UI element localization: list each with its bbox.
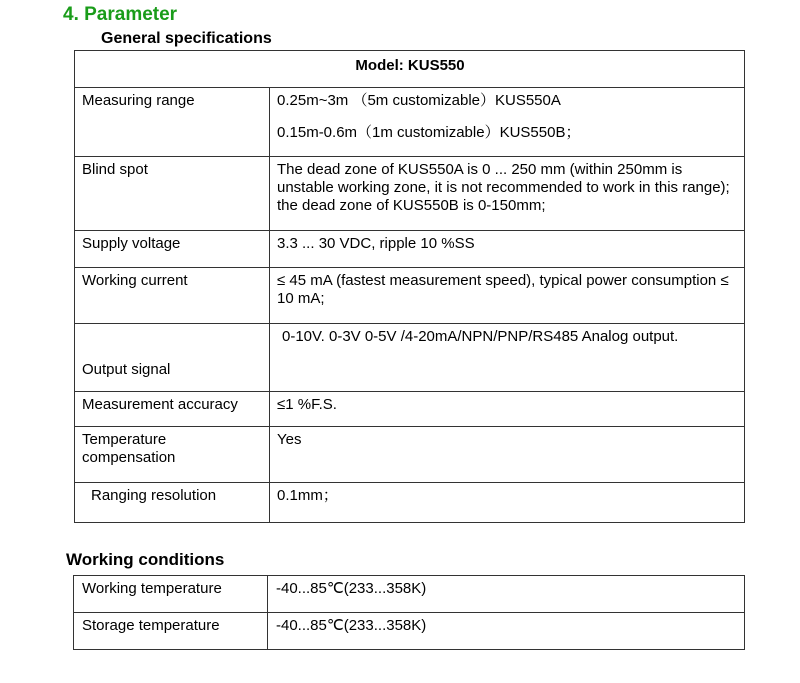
row-label: Storage temperature [74,613,268,650]
row-value: 3.3 ... 30 VDC, ripple 10 %SS [270,231,745,268]
row-value: -40...85℃(233...358K) [268,576,745,613]
table-row [75,88,745,157]
working-conditions-heading: Working conditions [66,550,225,569]
row-value: The dead zone of KUS550A is 0 ... 250 mm (within 250mm is unstable working zone, it is not recommended to work in this range); the dead zone of KUS550B is 0-150mm; [270,157,745,231]
table-header-row [75,51,745,88]
model-name: Model: KUS550 [75,51,745,88]
table-row [75,268,745,324]
working-conditions-table [73,575,745,650]
row-value: Yes [270,427,745,483]
general-specs-table [74,50,745,523]
measuring-range-a: 0.25m~3m （5m customizable）KUS550A [277,92,561,109]
row-label: Blind spot [75,157,270,231]
row-value: -40...85℃(233...358K) [268,613,745,650]
row-value: 0-10V. 0-3V 0-5V /4-20mA/NPN/PNP/RS485 Analog output. [270,324,745,392]
row-label: Working temperature [74,576,268,613]
table-row [75,483,745,523]
table-row [75,231,745,268]
table-row [75,427,745,483]
general-specs-heading: General specifications [101,30,272,47]
row-value: 0.1mm； [270,483,745,523]
table-row [75,392,745,427]
row-value [270,88,745,157]
section-title: 4. Parameter [63,4,178,25]
row-value: ≤1 %F.S. [270,392,745,427]
measuring-range-b: 0.15m-0.6m（1m customizable）KUS550B； [277,124,581,141]
row-label: Temperature compensation [75,427,270,483]
row-label: Output signal [75,324,270,392]
table-row [75,157,745,231]
row-label: Ranging resolution [75,483,270,523]
table-row [74,576,745,613]
table-row [75,324,745,392]
table-row [74,613,745,650]
row-label: Supply voltage [75,231,270,268]
row-label: Measuring range [75,88,270,157]
row-value: ≤ 45 mA (fastest measurement speed), typical power consumption ≤ 10 mA; [270,268,745,324]
row-label: Measurement accuracy [75,392,270,427]
row-label: Working current [75,268,270,324]
